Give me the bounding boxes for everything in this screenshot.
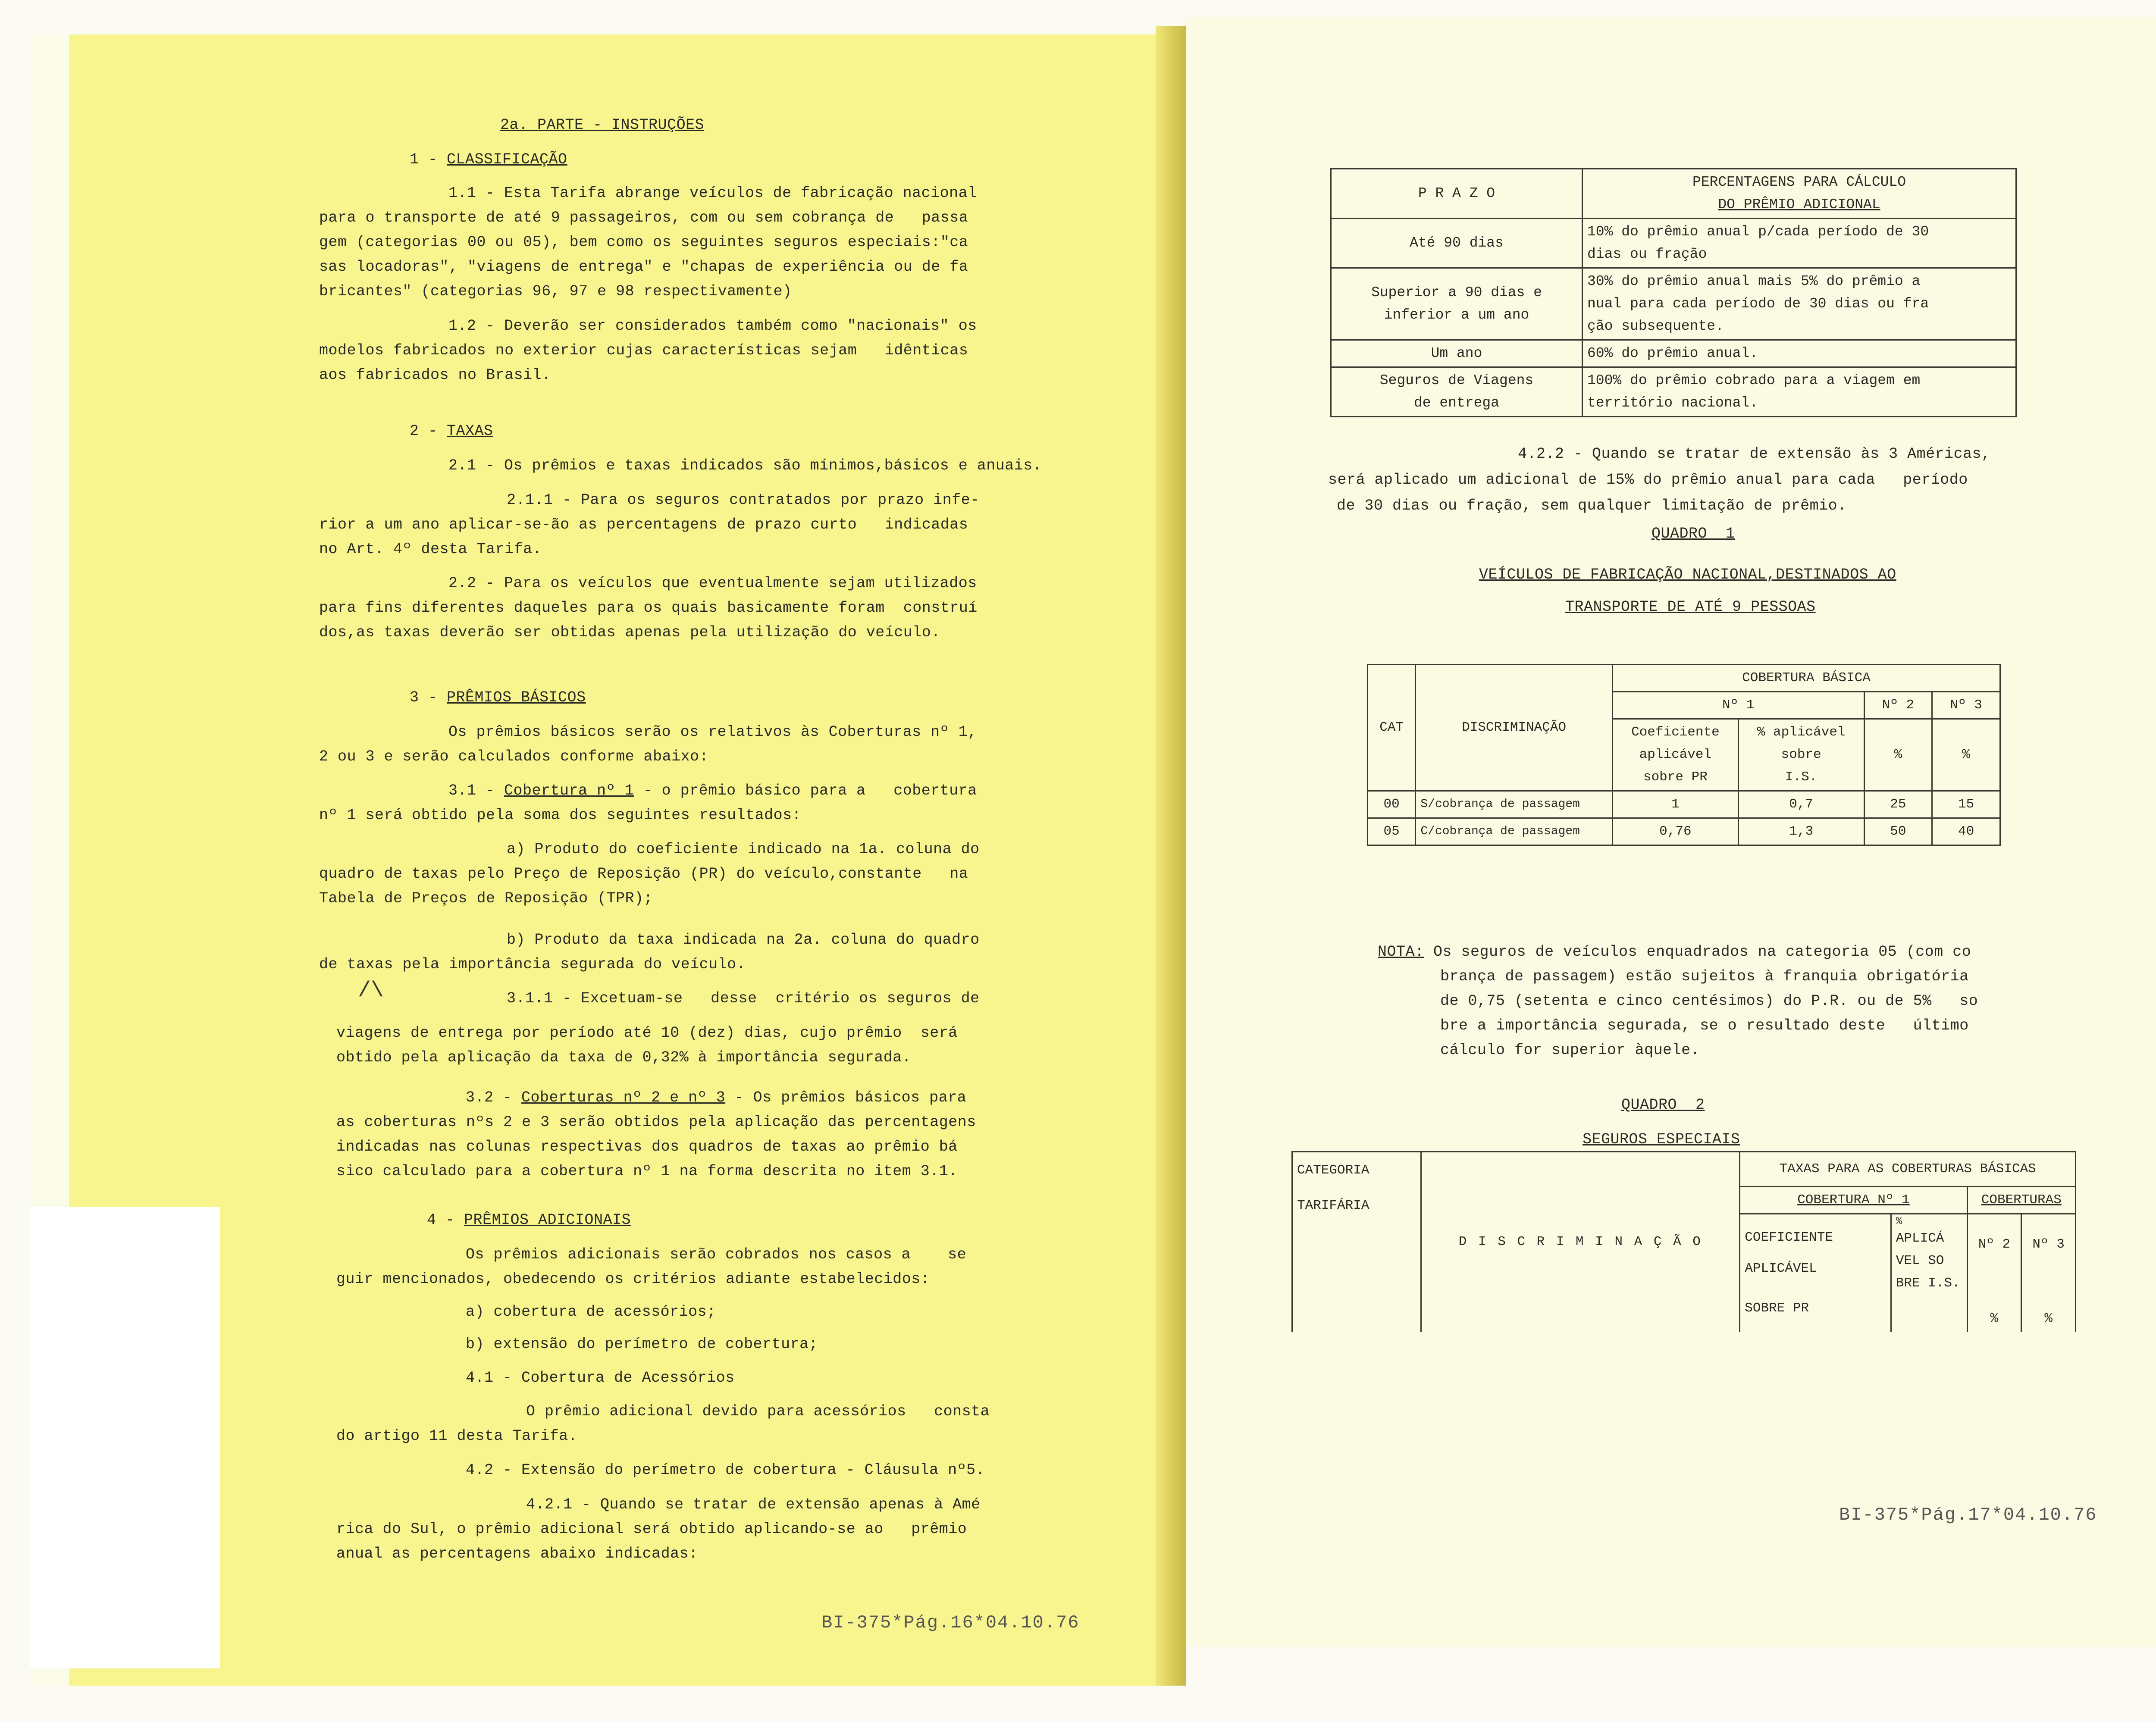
table-row: [1368, 791, 2000, 818]
para-1-1-line: gem (categorias 00 ou 05), bem como os seguintes seguros especiais:"ca: [319, 234, 968, 251]
prazo-line: de entrega: [1413, 395, 1500, 411]
q1-aplic-line: % aplicável: [1757, 725, 1846, 740]
percentagens-header-line: PERCENTAGENS PARA CÁLCULO: [1692, 174, 1906, 190]
quadro-1-table: [1367, 664, 2001, 846]
q1-cobertura-header: COBERTURA BÁSICA: [1613, 665, 2000, 692]
q1-aplic: 0,7: [1738, 791, 1864, 818]
q1-cat: 05: [1368, 818, 1416, 845]
prazo-line: inferior a um ano: [1384, 307, 1529, 323]
q1-cat: 00: [1368, 791, 1416, 818]
q1-pct-header: %: [1864, 719, 1932, 791]
prazo-line: Superior a 90 dias e: [1371, 285, 1542, 300]
section-3-heading: 3 - PRÊMIOS BÁSICOS: [410, 689, 586, 706]
q2-coef-line: SOBRE PR: [1745, 1301, 1809, 1316]
left-page-white-patch: [30, 1207, 220, 1668]
para-2-2-line: dos,as taxas deverão ser obtidas apenas pela utilização do veículo.: [319, 624, 940, 641]
book-gutter: [1156, 26, 1186, 1686]
q2-aplic-header: [1891, 1214, 1967, 1332]
q1-n2: 25: [1864, 791, 1932, 818]
para-3-line: 2 ou 3 e serão calculados conforme abaixo:: [319, 748, 709, 765]
pct-line: ção subsequente.: [1587, 318, 1724, 334]
q1-coef: 0,76: [1613, 818, 1739, 845]
prazo-cell: Um ano: [1331, 340, 1583, 367]
section-4-heading: 4 - PRÊMIOS ADICIONAIS: [427, 1211, 631, 1229]
para-4-1-line: O prêmio adicional devido para acessórios consta: [526, 1403, 990, 1420]
quadro-2-subtitle: SEGUROS ESPECIAIS: [1583, 1131, 1740, 1148]
q1-disc-header: DISCRIMINAÇÃO: [1416, 665, 1613, 791]
para-3-1b-line: b) Produto da taxa indicada na 2a. coluna do quadro: [507, 931, 980, 948]
q2-aplic-line: BRE I.S.: [1896, 1276, 1960, 1291]
para-2-1-1-line: rior a um ano aplicar-se-ão as percentagens de prazo curto indicadas: [319, 516, 968, 533]
q1-coef-line: sobre PR: [1643, 770, 1708, 785]
para-3-line: Os prêmios básicos serão os relativos às Coberturas nº 1,: [448, 723, 977, 741]
q2-pct-label: %: [1990, 1311, 1999, 1326]
prazo-line: Seguros de Viagens: [1379, 372, 1534, 388]
para-3-2-line: indicadas nas colunas respectivas dos quadros de taxas ao prêmio bá: [336, 1138, 958, 1155]
para-4-1-line: do artigo 11 desta Tarifa.: [336, 1427, 578, 1445]
quadro-2-title: QUADRO 2: [1621, 1096, 1705, 1114]
pct-line: território nacional.: [1587, 395, 1758, 411]
para-4-line: guir mencionados, obedecendo os critérios adiante estabelecidos:: [336, 1270, 930, 1288]
para-1-2-line: modelos fabricados no exterior cujas características sejam idênticas: [319, 342, 968, 359]
q2-taxas-header: TAXAS PARA AS COBERTURAS BÁSICAS: [1740, 1152, 2076, 1187]
q1-pct-header: %: [1932, 719, 2000, 791]
para-3-1b-line: de taxas pela importância segurada do veículo.: [319, 956, 746, 973]
q1-coef: 1: [1613, 791, 1739, 818]
q2-disc-header: D I S C R I M I N A Ç Ã O: [1421, 1152, 1740, 1332]
q1-coef-header: [1613, 719, 1739, 791]
para-1-2-line: aos fabricados no Brasil.: [319, 366, 551, 384]
para-4-line: Os prêmios adicionais serão cobrados nos casos a se: [466, 1246, 967, 1263]
q2-cob1-header: COBERTURA Nº 1: [1740, 1187, 1967, 1214]
quadro-2-table: [1291, 1151, 2076, 1332]
pct-line: 100% do prêmio cobrado para a viagem em: [1587, 372, 1921, 388]
q2-n3-label: Nº 3: [2032, 1237, 2065, 1252]
q2-pct-label: %: [2044, 1311, 2053, 1326]
para-2-1-1-line: no Art. 4º desta Tarifa.: [319, 541, 542, 558]
quadro-1-title: QUADRO 1: [1651, 525, 1735, 542]
para-4-2-1-line: 4.2.1 - Quando se tratar de extensão apenas à Amé: [526, 1496, 981, 1513]
percentagens-header-line: DO PRÊMIO ADICIONAL: [1718, 197, 1880, 213]
para-1-2-line: 1.2 - Deverão ser considerados também como "nacionais" os: [448, 317, 977, 335]
para-3-2-line: sico calculado para a cobertura nº 1 na forma descrita no item 3.1.: [336, 1163, 958, 1180]
nota-line: bre a importância segurada, se o resultado deste último: [1440, 1017, 1969, 1034]
para-4-2-2-line: será aplicado um adicional de 15% do prêmio anual para cada período: [1328, 471, 1968, 488]
prazo-cell: [1331, 367, 1583, 417]
part-title: 2a. PARTE - INSTRUÇÕES: [500, 116, 705, 134]
para-4-2-2-line: de 30 dias ou fração, sem qualquer limitação de prêmio.: [1337, 497, 1847, 514]
table-row: [1368, 818, 2000, 845]
q1-disc: C/cobrança de passagem: [1416, 818, 1613, 845]
para-4-1-heading: 4.1 - Cobertura de Acessórios: [466, 1369, 735, 1386]
para-3-1-1-line: 3.1.1 - Excetuam-se desse critério os seguros de: [507, 990, 980, 1007]
pct-line: 10% do prêmio anual p/cada período de 30: [1587, 224, 1929, 240]
quadro-1-subtitle: TRANSPORTE DE ATÉ 9 PESSOAS: [1565, 598, 1816, 616]
para-4-2-1-line: anual as percentagens abaixo indicadas:: [336, 1545, 698, 1562]
para-4b: b) extensão do perímetro de cobertura;: [466, 1336, 818, 1353]
q1-disc: S/cobrança de passagem: [1416, 791, 1613, 818]
para-4-2: 4.2 - Extensão do perímetro de cobertura - Cláusula nº5.: [466, 1461, 985, 1479]
para-3-1-line: nº 1 será obtido pela soma dos seguintes resultados:: [319, 807, 802, 824]
q2-cat-line: CATEGORIA: [1297, 1163, 1369, 1178]
q1-n3-header: Nº 3: [1932, 692, 2000, 719]
nota-line: NOTA: Os seguros de veículos enquadrados na categoria 05 (com co: [1378, 943, 1971, 961]
para-4-2-2-line: 4.2.2 - Quando se tratar de extensão às 3 Américas,: [1518, 445, 1991, 463]
q2-aplic-line: %: [1896, 1216, 1902, 1227]
handwritten-mark: /\: [358, 979, 384, 1003]
para-3-1a-line: a) Produto do coeficiente indicado na 1a. coluna do: [507, 841, 980, 858]
para-2-2-line: para fins diferentes daqueles para os quais basicamente foram construí: [319, 599, 978, 616]
section-2-heading: 2 - TAXAS: [410, 422, 493, 440]
quadro-1-subtitle: VEÍCULOS DE FABRICAÇÃO NACIONAL,DESTINADOS AO: [1479, 566, 1896, 583]
q2-coef-header: [1740, 1214, 1891, 1332]
q2-aplic-line: APLICÁ: [1896, 1231, 1944, 1246]
nota-line: brança de passagem) estão sujeitos à franquia obrigatória: [1440, 968, 1969, 985]
q2-cat-header: [1292, 1152, 1421, 1332]
para-3-1a-line: quadro de taxas pelo Preço de Reposição (PR) do veículo,constante na: [319, 865, 968, 882]
para-1-1-line: para o transporte de até 9 passageiros, com ou sem cobrança de passa: [319, 209, 968, 226]
q1-n3: 40: [1932, 818, 2000, 845]
right-page-footer: BI-375*Pág.17*04.10.76: [1839, 1505, 2097, 1525]
q2-cobs-header: COBERTURAS: [1967, 1187, 2075, 1214]
q1-aplic-line: sobre: [1781, 747, 1821, 762]
q1-coef-line: aplicável: [1639, 747, 1712, 762]
q2-n2-label: Nº 2: [1978, 1237, 2011, 1252]
pct-line: nual para cada período de 30 dias ou fra: [1587, 296, 1929, 312]
para-1-1-line: sas locadoras", "viagens de entrega" e "chapas de experiência ou de fa: [319, 258, 968, 275]
pct-cell: [1583, 219, 2016, 268]
q2-coef-line: APLICÁVEL: [1745, 1261, 1817, 1276]
q1-aplic-header: [1738, 719, 1864, 791]
para-3-1a-line: Tabela de Preços de Reposição (TPR);: [319, 890, 653, 907]
prazo-cell: [1331, 268, 1583, 340]
percentagens-header: [1583, 169, 2016, 219]
pct-cell: [1583, 367, 2016, 417]
q2-coef-line: COEFICIENTE: [1745, 1230, 1833, 1245]
q2-cat-line: TARIFÁRIA: [1297, 1198, 1369, 1213]
nota-line: de 0,75 (setenta e cinco centésimos) do P.R. ou de 5% so: [1440, 992, 1978, 1010]
section-1-heading: 1 - CLASSIFICAÇÃO: [410, 151, 567, 168]
para-3-1-1-line: obtido pela aplicação da taxa de 0,32% à importância segurada.: [336, 1049, 912, 1066]
q1-aplic: 1,3: [1738, 818, 1864, 845]
q1-n1-header: Nº 1: [1613, 692, 1865, 719]
left-page-footer: BI-375*Pág.16*04.10.76: [821, 1612, 1080, 1633]
q1-aplic-line: I.S.: [1785, 770, 1818, 785]
prazo-table: [1330, 168, 2017, 417]
para-1-1-line: 1.1 - Esta Tarifa abrange veículos de fabricação nacional: [448, 185, 977, 202]
para-3-1-1-line: viagens de entrega por período até 10 (dez) dias, cujo prêmio será: [336, 1024, 958, 1042]
para-3-2-line: 3.2 - Coberturas nº 2 e nº 3 - Os prêmios básicos para: [466, 1089, 967, 1106]
q1-n3: 15: [1932, 791, 2000, 818]
para-2-2-line: 2.2 - Para os veículos que eventualmente sejam utilizados: [448, 575, 977, 592]
nota-line: cálculo for superior àquele.: [1440, 1042, 1700, 1059]
nota-label: NOTA:: [1378, 943, 1424, 961]
pct-line: 30% do prêmio anual mais 5% do prêmio a: [1587, 273, 1921, 289]
para-1-1-line: bricantes" (categorias 96, 97 e 98 respectivamente): [319, 283, 792, 300]
pct-line: dias ou fração: [1587, 246, 1707, 262]
prazo-header: P R A Z O: [1331, 169, 1583, 219]
q1-cat-header: CAT: [1368, 665, 1416, 791]
q2-n3-header: [2021, 1214, 2076, 1332]
para-3-1-line: 3.1 - Cobertura nº 1 - o prêmio básico para a cobertura: [448, 782, 977, 799]
q1-coef-line: Coeficiente: [1631, 725, 1720, 740]
para-2-1-1-line: 2.1.1 - Para os seguros contratados por prazo infe-: [507, 491, 980, 509]
q2-n2-header: [1967, 1214, 2021, 1332]
q1-n2-header: Nº 2: [1864, 692, 1932, 719]
q2-aplic-line: VEL SO: [1896, 1253, 1944, 1268]
para-4a: a) cobertura de acessórios;: [466, 1303, 716, 1320]
para-2-1: 2.1 - Os prêmios e taxas indicados são mínimos,básicos e anuais.: [448, 457, 1042, 474]
pct-cell: 60% do prêmio anual.: [1583, 340, 2016, 367]
prazo-cell: Até 90 dias: [1331, 219, 1583, 268]
pct-cell: [1583, 268, 2016, 340]
q1-n2: 50: [1864, 818, 1932, 845]
para-4-2-1-line: rica do Sul, o prêmio adicional será obtido aplicando-se ao prêmio: [336, 1521, 967, 1538]
para-3-2-line: as coberturas nºs 2 e 3 serão obtidos pela aplicação das percentagens: [336, 1114, 976, 1131]
